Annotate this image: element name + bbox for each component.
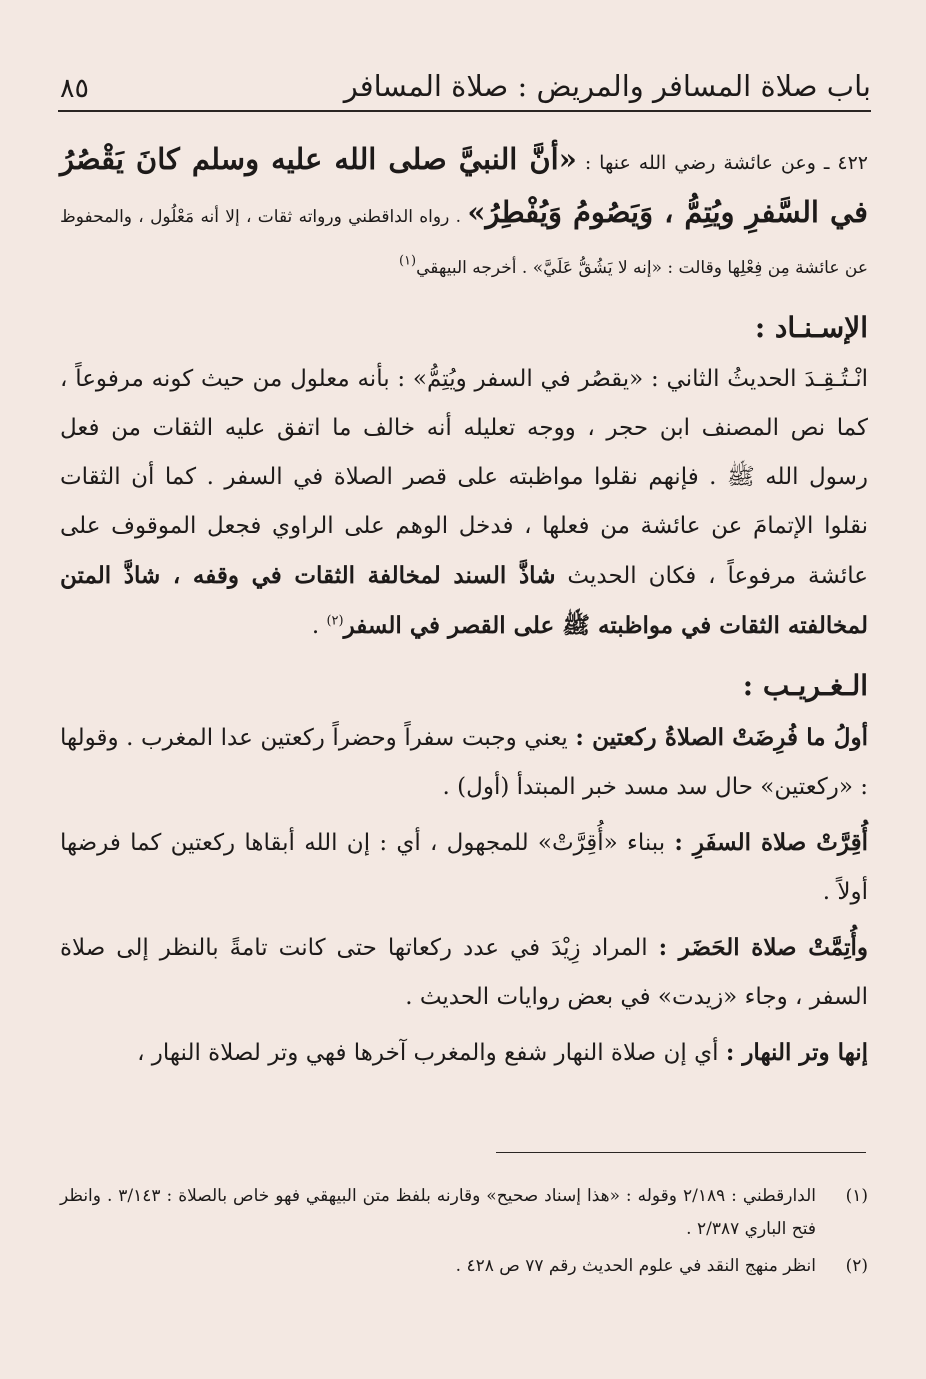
gharib-explanation: المراد زِيْدَ في عدد ركعاتها حتى كانت تامةً بالنظر إلى صلاة السفر ، وجاء «زيدت» في بعض روايات الحديث . — [60, 935, 868, 1010]
hadith-number: ٤٢٢ ـ وعن عائشة رضي الله عنها : — [576, 152, 868, 174]
gharib-term: إنها وتر النهار : — [725, 1039, 868, 1066]
gharib-explanation: ببناء «أُقِرَّتْ» للمجهول ، أي : إن الله أبقاها ركعتين كما فرضها أولاً . — [60, 830, 868, 905]
gharib-explanation: أي إن صلاة النهار شفع والمغرب آخرها فهي وتر لصلاة النهار ، — [137, 1040, 726, 1066]
footnote-ref-2: (٢) — [326, 613, 344, 629]
footnote-ref-1: (١) — [398, 253, 417, 269]
isnad-conclusion: شاذَّ السند لمخالفة الثقات في وقفه ، شاذَّ المتن لمخالفته الثقات في مواظبته ﷺ على القصر في السفر — [60, 562, 868, 639]
isnad-heading: الإسـنـاد : — [754, 311, 868, 344]
footnotes — [60, 1180, 868, 1287]
footnote-text: الدارقطني : ٢/١٨٩ وقوله : «هذا إسناد صحيح» وقارنه بلفظ متن البيهقي فهو خاص بالصلاة : ٣/١٤٣ . وانظر فتح الباري ٢/٣٨٧ . — [60, 1186, 816, 1239]
main-text — [60, 135, 868, 1078]
footnote-1 — [60, 1180, 868, 1246]
footnote-divider — [496, 1152, 866, 1153]
gharib-term: أُقِرَّتْ صلاة السفَرِ : — [674, 829, 868, 856]
footnote-number: (١) — [845, 1186, 868, 1206]
gharib-explanation: يعني وجبت سفراً وحضراً ركعتين عدا المغرب . وقولها : «ركعتين» حال سد مسد خبر المبتدأ (أول) . — [60, 725, 868, 800]
footnote-2 — [60, 1250, 868, 1283]
header-divider — [58, 110, 871, 112]
page-number: ٨٥ — [60, 73, 90, 104]
isnad-lead: انْـتُـقِـدَ الحديثُ الثاني : «يقصُر في السفر ويُتِمُّ» : بأنه معلول — [290, 366, 868, 392]
gharib-item — [60, 1028, 868, 1078]
gharib-term: أولُ ما فُرِضَتْ الصلاةُ ركعتين : — [575, 724, 868, 751]
isnad-body: من حيث كونه مرفوعاً ، كما نص المصنف ابن حجر ، ووجه تعليله أنه خالف ما اتفق عليه الثقات من فعل رسول الله ﷺ . فإنهم نقلوا مواظبته على قصر الصلاة في السفر . كما أن الثقات نقلوا الإتمامَ عن عائشة من فعلها ، فدخل الوهم على الراوي فجعل الموقوف على عائشة مرفوعاً ، فكان الحديث — [60, 366, 868, 589]
footnote-number: (٢) — [845, 1256, 868, 1276]
hadith-paragraph — [60, 135, 868, 293]
isnad-end: . — [311, 613, 327, 639]
gharib-heading: الـغـريـب : — [742, 669, 868, 702]
gharib-item — [60, 818, 868, 917]
footnote-text: انظر منهج النقد في علوم الحديث رقم ٧٧ ص ٤٢٨ . — [455, 1256, 816, 1276]
gharib-term: وأُتِمَّتْ صلاة الحَضَر : — [658, 934, 868, 961]
chapter-title: باب صلاة المسافر والمريض : صلاة المسافر — [343, 69, 871, 104]
gharib-item — [60, 923, 868, 1022]
hadith-grading: . رواه الداقطني ورواته ثقات ، إلا أنه مَعْلُول ، والمحفوظ عن عائشة مِن فِعْلِها وقالت : «إنه لا يَشُقُّ عَلَيَّ» . أخرجه البيهقي — [60, 207, 868, 278]
running-header — [60, 62, 871, 104]
hadith-text: «أنَّ النبيَّ صلى الله عليه وسلم كانَ يَقْصُرُ في السَّفرِ ويُتِمُّ ، وَيَصُومُ وَيُفْطِرُ» — [60, 142, 868, 229]
gharib-item — [60, 713, 868, 812]
isnad-paragraph — [60, 355, 868, 651]
